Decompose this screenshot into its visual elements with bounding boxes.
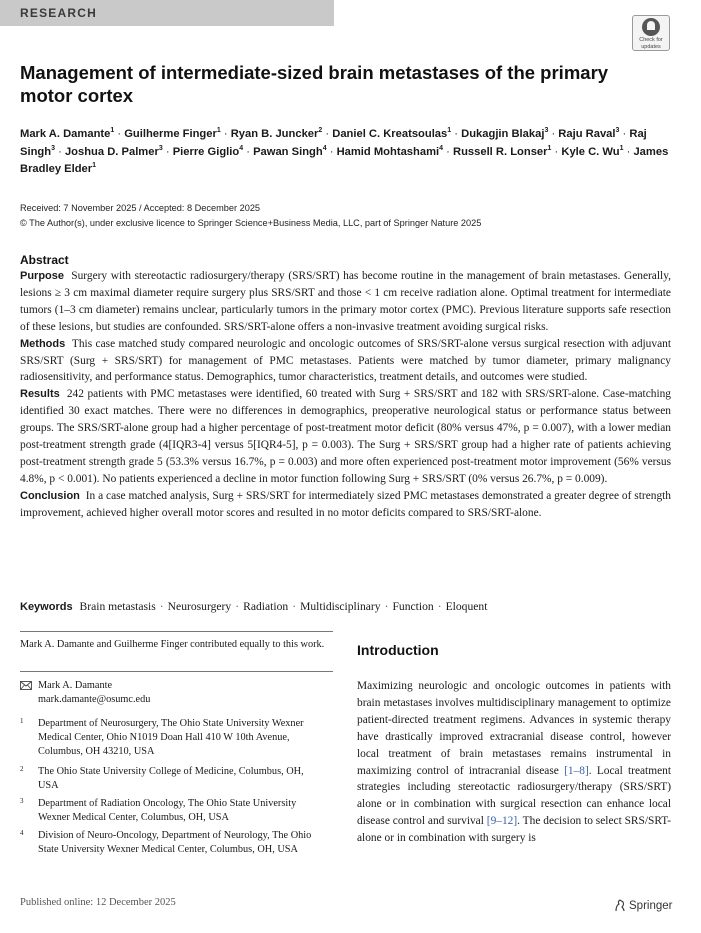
corresponding-author	[20, 679, 333, 707]
publisher-logo	[614, 899, 672, 912]
author-affiliation-ref: 3	[615, 127, 620, 134]
introduction-paragraph	[357, 678, 671, 847]
author-name[interactable]: Kyle C. Wu	[561, 145, 620, 158]
conclusion-text: In a case matched analysis, Surg + SRS/SRT for intermediately sized PMC metastases demonstrated a greater degree of strength improvement, achieved higher overall motor scores and resulted in no motor deficits compared to SRS/SRT-alone.	[20, 489, 671, 519]
footnote-divider-2	[20, 671, 333, 672]
article-dates	[20, 201, 680, 231]
envelope-icon	[20, 681, 32, 695]
author-name[interactable]: Pierre Giglio	[172, 145, 240, 158]
author-separator: ·	[220, 128, 231, 140]
author-affiliation-ref: 4	[322, 144, 327, 152]
abstract-results	[20, 386, 671, 487]
author-separator: ·	[548, 128, 559, 140]
keyword-separator: ·	[159, 600, 164, 613]
published-online: Published online: 12 December 2025	[20, 897, 176, 908]
author-affiliation-ref: 1	[92, 162, 97, 169]
affiliation-text: The Ohio State University College of Medicine, Columbus, OH, USA	[38, 766, 304, 791]
publisher-name: Springer	[629, 900, 673, 912]
author-name[interactable]: Hamid Mohtashami	[336, 145, 440, 158]
affiliation-text: Department of Neurosurgery, The Ohio State University Wexner Medical Center, Ohio N1019 Doan Hall 410 W 10th Avenue, Columbus, OH 43210, USA	[38, 718, 304, 757]
author-name[interactable]: James Bradley Elder	[20, 145, 669, 175]
author-list	[20, 126, 680, 179]
abstract-heading: Abstract	[20, 253, 69, 267]
author-separator: ·	[451, 128, 462, 140]
author-separator: ·	[54, 145, 65, 158]
author-affiliation-ref: 1	[216, 127, 221, 134]
section-label: RESEARCH	[0, 0, 334, 26]
check-for-updates-button[interactable]	[632, 15, 670, 51]
affiliation-number: 4	[20, 829, 24, 837]
results-label: Results	[20, 388, 60, 401]
copyright-notice: © The Author(s), under exclusive licence to Springer Science+Business Media, LLC, part of Springer Nature 2025	[20, 218, 482, 228]
affiliation-text: Division of Neuro-Oncology, Department of Neurology, The Ohio State University Wexner Medical Center, Columbus, OH, USA	[38, 830, 312, 855]
check-for-label: Check for	[639, 37, 663, 43]
article-title: Management of intermediate-sized brain metastases of the primary motor cortex	[20, 62, 609, 106]
keyword: Neurosurgery	[167, 600, 232, 613]
author-name[interactable]: Russell R. Lonser	[453, 145, 548, 158]
conclusion-label: Conclusion	[20, 489, 80, 502]
crossmark-icon	[642, 18, 660, 36]
author-name[interactable]: Raju Raval	[558, 128, 616, 140]
author-name[interactable]: Raj Singh	[20, 128, 647, 158]
author-affiliation-ref: 3	[158, 144, 163, 152]
purpose-label: Purpose	[20, 270, 65, 282]
author-separator: ·	[162, 145, 173, 158]
affiliation-1	[20, 717, 320, 759]
author-separator: ·	[322, 128, 333, 140]
springer-horse-icon	[614, 899, 626, 912]
corresponding-email-link[interactable]: mark.damante@osumc.edu	[38, 694, 151, 705]
methods-label: Methods	[20, 337, 66, 350]
author-name[interactable]: Guilherme Finger	[124, 128, 217, 140]
affiliation-4	[20, 829, 320, 857]
author-separator: ·	[443, 145, 453, 158]
footnote-divider	[20, 631, 333, 632]
author-affiliation-ref: 4	[239, 144, 244, 152]
intro-text-a: Maximizing neurologic and oncologic outcomes in patients with brain metastases involves multidisciplinary management to optimize patient-directed treatment regimens. Advances in systemic therapy have drastically improved extracranial disease control, however local treatment of brain metastases remains instrumental in maximizing control of intracranial disease	[357, 680, 671, 777]
author-separator: ·	[114, 128, 125, 140]
author-name[interactable]: Joshua D. Palmer	[64, 145, 159, 158]
affiliation-2	[20, 765, 320, 793]
methods-text: This case matched study compared neurologic and oncologic outcomes of SRS/SRT-alone versus surgical resection with adjuvant SRS/SRT (Surg + SRS/SRT) for management of PMC metastases. Patients were matched by tumor diameter, primary malignancy radiosensitivity, and performance status. Demographics, tumor characteristics, treatment details, and outcomes were studied.	[20, 337, 671, 384]
author-affiliation-ref: 3	[544, 127, 549, 134]
updates-label: updates	[641, 44, 661, 50]
author-affiliation-ref: 3	[51, 144, 55, 152]
keyword: Function	[392, 600, 434, 613]
affiliation-number: 2	[20, 765, 24, 773]
affiliation-text: Department of Radiation Oncology, The Ohio State University Wexner Medical Center, Columbus, OH, USA	[38, 798, 297, 823]
received-accepted: Received: 7 November 2025 / Accepted: 8 December 2025	[20, 203, 261, 213]
keyword-separator: ·	[384, 600, 389, 613]
abstract-methods	[20, 336, 671, 387]
affiliation-number: 1	[20, 717, 24, 725]
author-name[interactable]: Mark A. Damante	[20, 128, 111, 140]
abstract-conclusion	[20, 488, 671, 522]
purpose-text: Surgery with stereotactic radiosurgery/therapy (SRS/SRT) has become routine in the management of brain metastases. Generally, lesions ≥ 3 cm maximal diameter require surgery plus SRS/SRT and those < 1 cm receive radiation alone. Optimal treatment for intermediate tumors (1–3 cm diameter) remains unclear, particularly tumors in the primary motor cortex (PMC). Previous literature supports safe resection of these lesions, but studies are confounded. SRS/SRT-alone offers a non-invasive treatment avoiding surgical risks.	[20, 270, 671, 333]
author-name[interactable]: Pawan Singh	[253, 145, 323, 158]
author-name[interactable]: Dukagjin Blakaj	[461, 128, 545, 140]
keyword: Eloquent	[445, 600, 488, 613]
intro-text-c: . The decision to select SRS/SRT-alone or in combination with surgery is	[357, 815, 671, 845]
keyword: Radiation	[243, 600, 289, 613]
citation-link[interactable]: [1–8]	[564, 764, 589, 777]
author-affiliation-ref: 1	[547, 144, 552, 152]
author-separator: ·	[619, 128, 630, 140]
citation-link[interactable]: [9–12]	[486, 815, 518, 828]
keyword-separator: ·	[292, 600, 297, 613]
author-separator: ·	[551, 145, 562, 158]
keywords	[20, 599, 680, 615]
affiliation-3	[20, 797, 320, 825]
author-affiliation-ref: 4	[439, 144, 444, 152]
keyword-separator: ·	[437, 600, 442, 613]
intro-text-b: . Local treatment strategies including stereotactic radiosurgery/therapy (SRS/SRT) alone or in combination with surgical resection can enhance local disease control and survival	[357, 764, 671, 828]
author-name[interactable]: Ryan B. Juncker	[230, 128, 319, 140]
abstract-purpose	[20, 268, 671, 336]
keyword: Brain metastasis	[79, 600, 156, 613]
corresponding-name: Mark A. Damante	[38, 680, 113, 691]
author-affiliation-ref: 1	[447, 127, 452, 134]
author-separator: ·	[623, 145, 634, 158]
keyword-separator: ·	[235, 600, 240, 613]
keywords-label: Keywords	[20, 601, 73, 613]
author-affiliation-ref: 1	[619, 144, 624, 152]
keyword-list	[79, 600, 487, 613]
author-affiliation-ref: 2	[318, 127, 323, 134]
affiliation-number: 3	[20, 797, 24, 805]
author-separator: ·	[243, 145, 254, 158]
abstract	[20, 252, 671, 522]
author-affiliation-ref: 1	[110, 127, 115, 134]
equal-contribution-note: Mark A. Damante and Guilherme Finger contributed equally to this work.	[20, 639, 325, 650]
results-text: 242 patients with PMC metastases were identified, 60 treated with Surg + SRS/SRT and 182 with SRS/SRT-alone. Case-matching identified 30 exact matches. There were no differences in demographics, preoperative neurological status or performance status between groups. The SRS/SRT-alone group had a higher percentage of post-treatment motor deficit (80% versus 47%, p = 0.007), with a lower median post-treatment strength grade (4[IQR3-4] versus 5[IQR4-5], p = 0.003). The Surg + SRS/SRT group had a higher rate of patients achieving post-treatment strength grade 5 (53.3% versus 16.7%, p = 0.003) and more often experienced post-treatment motor improvement (56% versus 4.8%, p < 0.001). No patients experienced a decline in motor function following Surg + SRS/SRT (0% versus 26.7%, p = 0.009).	[20, 388, 672, 485]
author-name[interactable]: Daniel C. Kreatsoulas	[332, 128, 448, 140]
author-separator: ·	[326, 145, 337, 158]
introduction-heading: Introduction	[357, 642, 439, 658]
keyword: Multidisciplinary	[300, 600, 381, 613]
